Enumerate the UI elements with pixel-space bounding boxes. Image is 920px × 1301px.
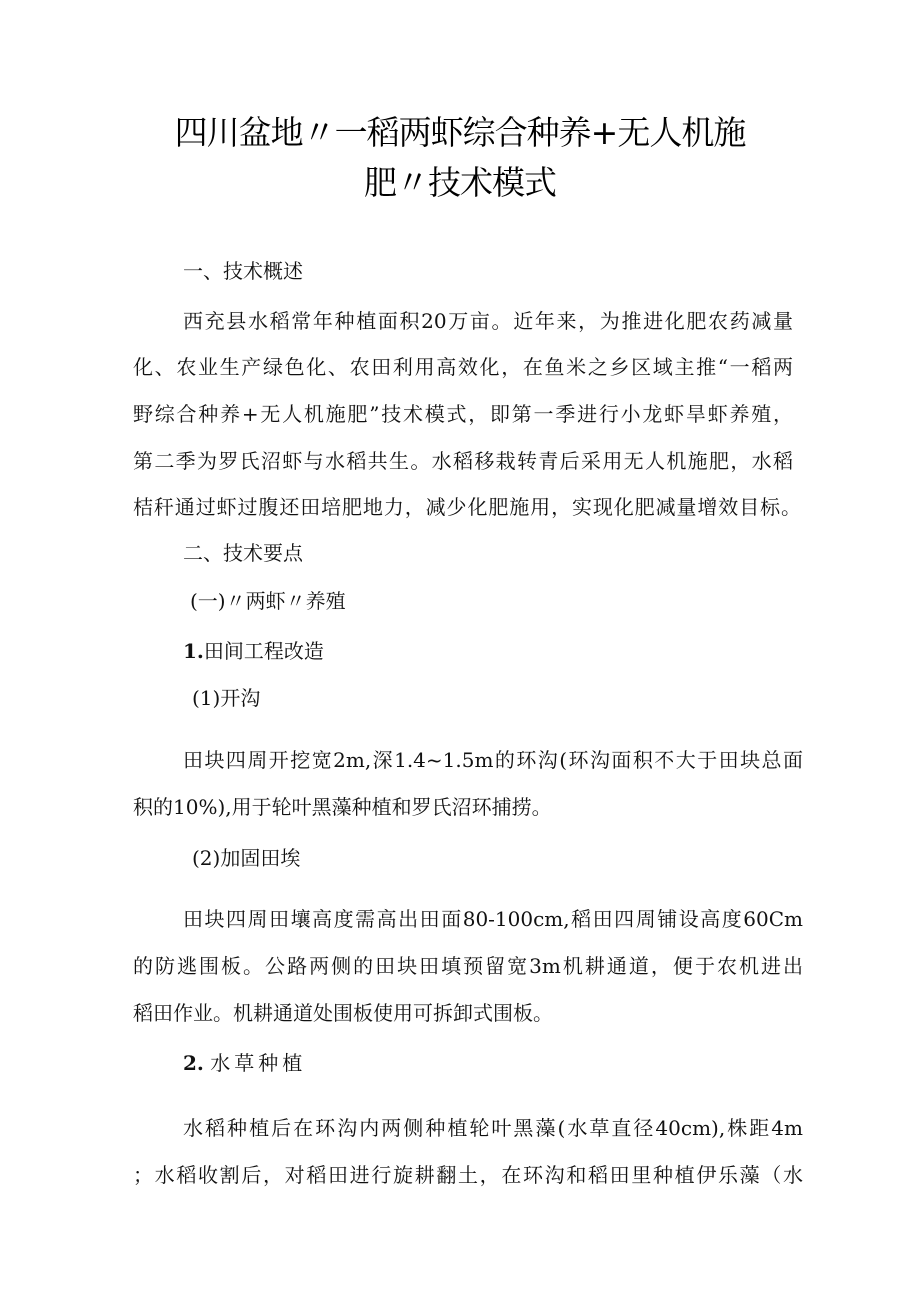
paragraph-aquatic-line: ；水稻收割后，对稻田进行旋耕翻土，在环沟和稻田里种植伊乐藻（水: [133, 1163, 803, 1187]
item-text: 田间工程改造: [203, 639, 324, 663]
paragraph-ditching-line: 田块四周开挖宽2m,深1.4~1.5m的环沟(环沟面积不大于田块总面: [183, 748, 803, 772]
sub-item-reinforce: (2)加固田埃: [192, 846, 301, 870]
paragraph-overview-line: 西充县水稻常年种植面积20万亩。近年来，为推进化肥农药减量: [183, 309, 793, 333]
paragraph-aquatic-line: 水稻种植后在环沟内两侧种植轮叶黑藻(水草直径40cm),株距4m: [183, 1116, 803, 1140]
paragraph-reinforce-line: 的防逃围板。公路两侧的田块田填预留宽3m机耕通道，便于农机进出: [133, 954, 803, 978]
paragraph-ditching-line: 积的10%),用于轮叶黑藻种植和罗氏沼环捕捞。: [133, 795, 552, 819]
subsection-heading-shrimp: (一)〃两虾〃养殖: [190, 589, 346, 613]
item-heading-aquatic-plants: [183, 1050, 306, 1076]
paragraph-overview-line: 化、农业生产绿色化、农田利用高效化，在鱼米之乡区域主推“一稻两: [133, 355, 793, 379]
paragraph-overview-line: 第二季为罗氏沼虾与水稻共生。水稻移栽转青后采用无人机施肥，水稻: [133, 449, 793, 473]
section-heading-overview: 一、技术概述: [183, 259, 303, 283]
item-number: 2.: [183, 1051, 204, 1075]
paragraph-overview-line: 桔秆通过虾过腹还田培肥地力，减少化肥施用，实现化肥减量增效目标。: [133, 495, 801, 519]
document-title-line-2: 肥〃技术模式: [364, 163, 556, 202]
item-heading-field-engineering: [183, 638, 324, 664]
paragraph-overview-line: 野综合种养+无人机施肥”技术模式，即第一季进行小龙虾旱虾养殖，: [133, 402, 793, 426]
item-text: 水草种植: [210, 1051, 307, 1075]
item-number: 1.: [183, 639, 204, 663]
section-heading-key-points: 二、技术要点: [183, 541, 303, 565]
sub-item-ditching: (1)开沟: [192, 686, 261, 710]
paragraph-reinforce-line: 稻田作业。机耕通道处围板使用可拆卸式围板。: [133, 1001, 553, 1025]
document-title-line-1: 四川盆地〃一稻两虾综合种养+无人机施: [174, 113, 746, 152]
paragraph-reinforce-line: 田块四周田壤高度需高出田面80-100cm,稻田四周铺设高度60Cm: [183, 907, 803, 931]
